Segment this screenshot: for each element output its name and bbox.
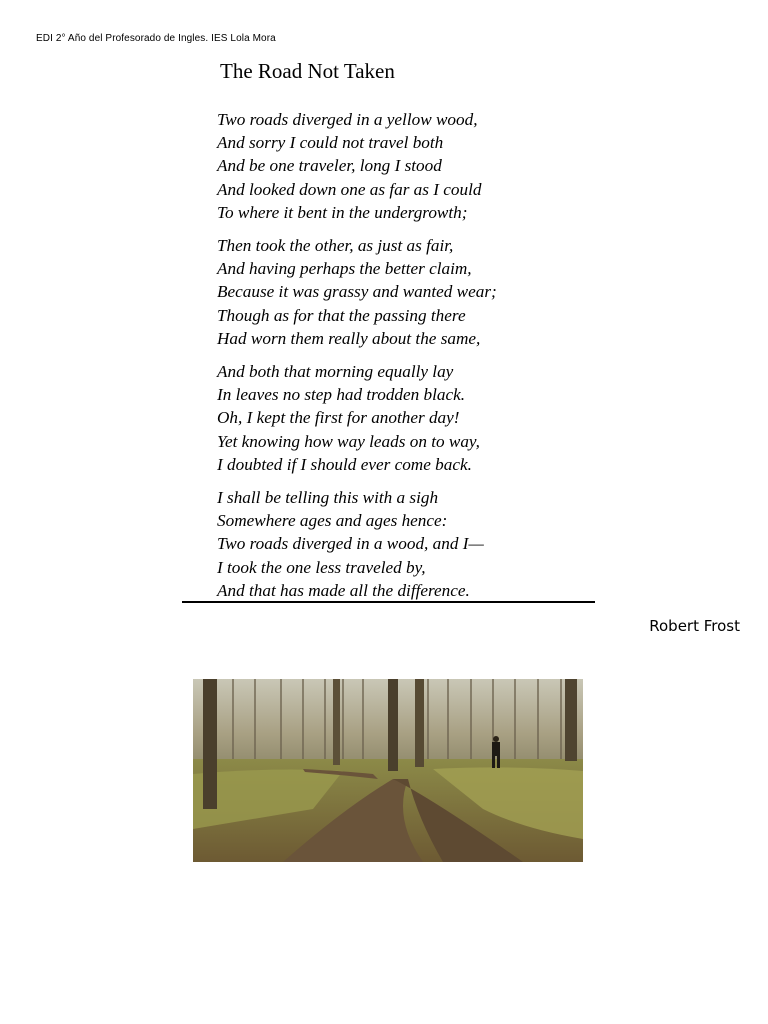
poem-line: And be one traveler, long I stood <box>217 156 442 176</box>
forest-path-illustration <box>193 679 583 862</box>
poem-line: To where it bent in the undergrowth; <box>217 202 468 222</box>
poem-line: And looked down one as far as I could <box>217 179 482 199</box>
poem-line: And having perhaps the better claim, <box>217 259 472 279</box>
poem-line: Oh, I kept the first for another day! <box>217 408 460 428</box>
poem-title: The Road Not Taken <box>220 59 395 83</box>
poem-line: And both that morning equally lay <box>217 362 454 382</box>
poem-body <box>217 108 597 612</box>
document-header: EDI 2° Año del Profesorado de Ingles. IES Lola Mora <box>36 33 276 44</box>
poem-stanza <box>217 486 597 602</box>
poem-line: In leaves no step had trodden black. <box>217 385 466 405</box>
poem-stanza <box>217 108 597 224</box>
poem-line: Then took the other, as just as fair, <box>217 236 454 256</box>
poem-line: I shall be telling this with a sigh <box>217 488 439 508</box>
poem-line: Had worn them really about the same, <box>217 328 481 348</box>
poem-line: Two roads diverged in a yellow wood, <box>217 110 478 129</box>
poem-author: Robert Frost <box>649 617 740 635</box>
poem-divider <box>182 601 595 603</box>
poem-line: I doubted if I should ever come back. <box>217 454 472 474</box>
poem-line: Because it was grassy and wanted wear; <box>217 282 497 302</box>
poem-line: I took the one less traveled by, <box>217 557 426 577</box>
poem-stanza <box>217 360 597 476</box>
poem-line: Two roads diverged in a wood, and I— <box>217 534 484 554</box>
poem-line: Somewhere ages and ages hence: <box>217 511 448 531</box>
poem-stanza <box>217 234 597 350</box>
poem-line: And sorry I could not travel both <box>217 133 444 153</box>
forest-path-photo <box>193 679 583 862</box>
poem-line: And that has made all the difference. <box>217 580 470 600</box>
poem-line: Though as for that the passing there <box>217 305 466 325</box>
poem-line: Yet knowing how way leads on to way, <box>217 431 480 451</box>
